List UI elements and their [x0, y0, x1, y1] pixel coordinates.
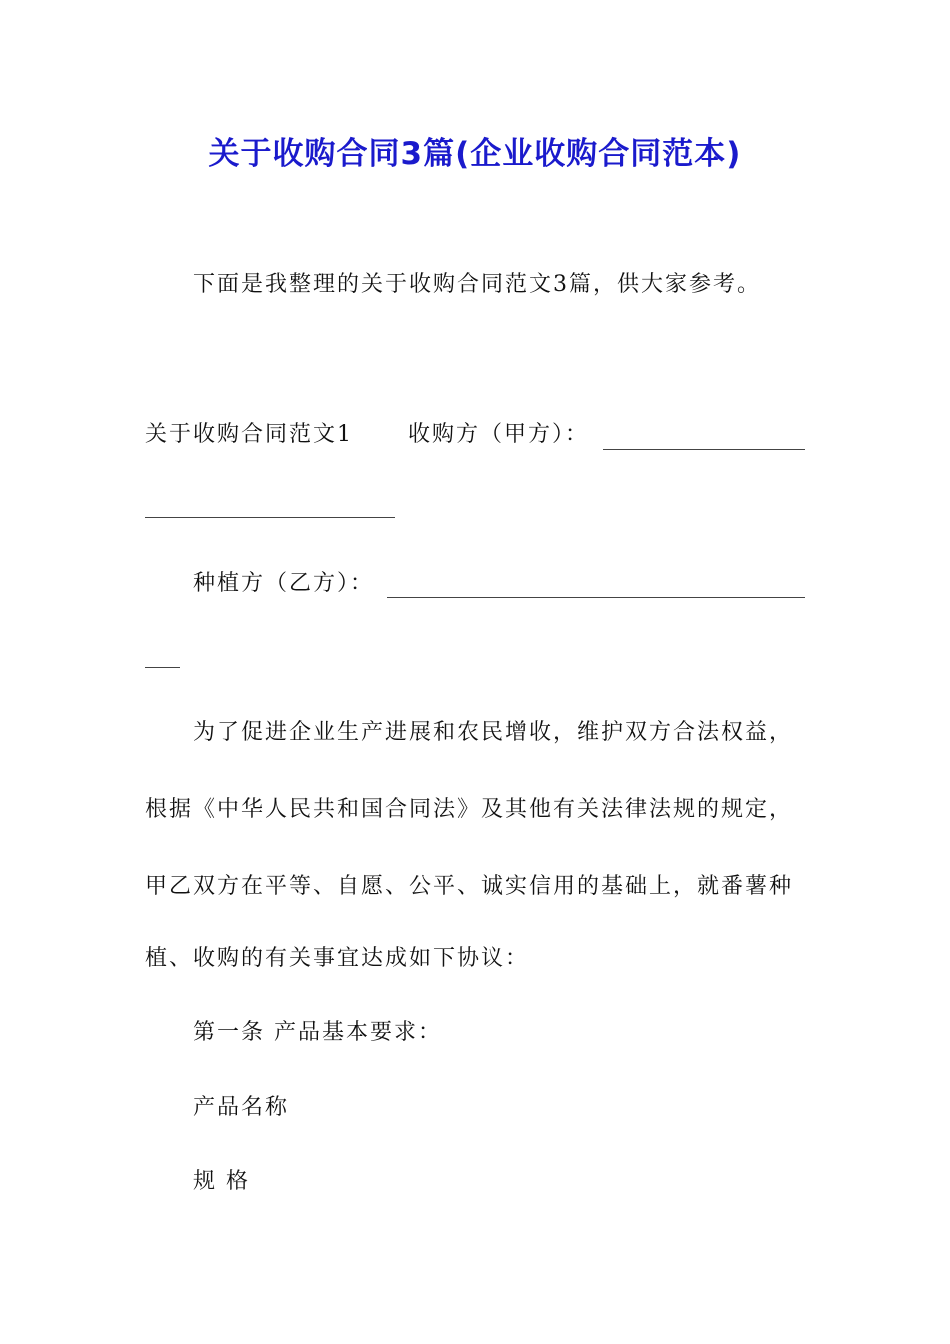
- intro-text: 下面是我整理的关于收购合同范文3篇，供大家参考。: [193, 272, 761, 297]
- field-product-name: 产品名称: [193, 1095, 290, 1120]
- field-spec: 规 格: [193, 1169, 250, 1194]
- party-b-blank: [387, 597, 805, 598]
- article-1-heading: 第一条 产品基本要求：: [193, 1020, 442, 1045]
- document-title: 关于收购合同3篇(企业收购合同范本): [208, 136, 742, 172]
- paragraph-line-4: 植、收购的有关事宜达成如下协议：: [145, 946, 530, 971]
- paragraph-line-3: 甲乙双方在平等、自愿、公平、诚实信用的基础上，就番薯种: [145, 874, 794, 899]
- paragraph-line-1: 为了促进企业生产进展和农民增收，维护双方合法权益，: [193, 720, 794, 745]
- party-a-blank-continued: [145, 517, 395, 518]
- party-a-label: 收购方（甲方）：: [408, 422, 590, 447]
- party-a-blank: [603, 449, 805, 450]
- section-heading: 关于收购合同范文1: [145, 422, 353, 447]
- party-b-label: 种植方（乙方）：: [193, 571, 375, 596]
- party-b-blank-continued: [145, 667, 180, 668]
- paragraph-line-2: 根据《中华人民共和国合同法》及其他有关法律法规的规定，: [145, 797, 794, 822]
